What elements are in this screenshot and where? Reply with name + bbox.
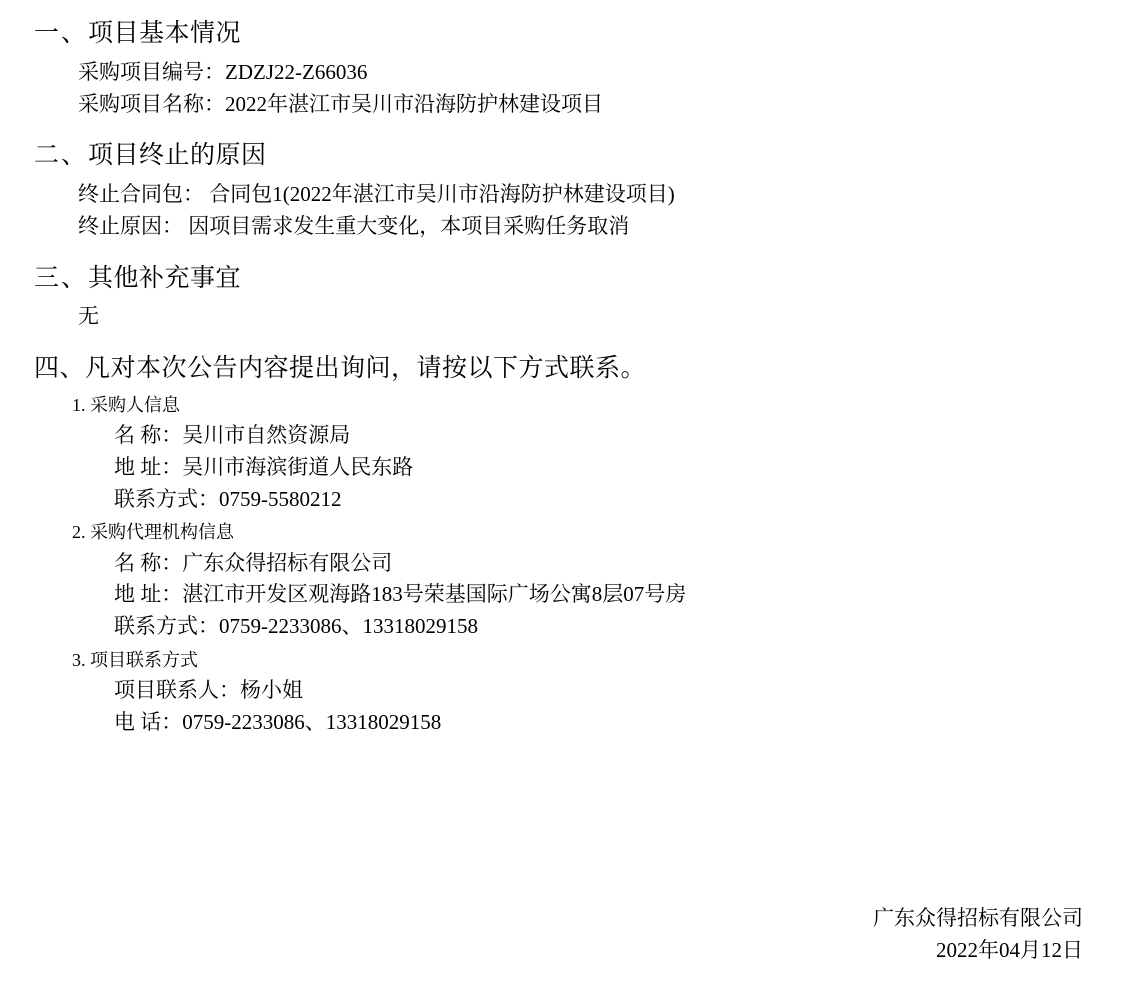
purchaser-name-row: 名 称：吴川市自然资源局 — [114, 423, 351, 448]
section-2-number: 二、 — [34, 142, 89, 170]
group-2-index: 2. — [72, 522, 86, 543]
section-other-matters — [0, 265, 1121, 330]
spacer — [0, 671, 1121, 678]
spacer — [0, 607, 1121, 614]
spacer — [0, 239, 1121, 265]
project-phone-row: 电 话：0759-2233086、13318029158 — [114, 709, 442, 734]
project-name-line: 采购项目名称：2022年湛江市吴川市沿海防护林建设项目 — [78, 91, 603, 116]
terminated-package-line: 终止合同包： 合同包1(2022年湛江市吴川市沿海防护林建设项目) — [78, 182, 675, 207]
spacer — [0, 416, 1121, 423]
contact-group-agency — [0, 522, 1121, 639]
spacer — [0, 511, 1121, 522]
group-3-index: 3. — [72, 649, 86, 670]
spacer — [0, 293, 1121, 304]
spacer — [0, 116, 1121, 142]
footer-date: 2022年04月12日 — [936, 938, 1083, 963]
spacer — [0, 703, 1121, 710]
section-contact — [0, 355, 1121, 735]
spacer — [0, 575, 1121, 582]
spacer — [0, 480, 1121, 487]
agency-contact-row: 联系方式：0759-2233086、13318029158 — [114, 614, 478, 639]
contact-group-project — [0, 650, 1121, 735]
section-3-number: 三、 — [34, 264, 89, 292]
spacer — [0, 85, 1121, 92]
section-4-number: 四、 — [34, 355, 86, 383]
footer-organization: 广东众得招标有限公司 — [873, 905, 1083, 930]
agency-name-row: 名 称：广东众得招标有限公司 — [114, 550, 393, 575]
project-contact-person-row: 项目联系人：杨小姐 — [114, 678, 303, 703]
group-3-title: 项目联系方式 — [90, 649, 198, 670]
group-2-title: 采购代理机构信息 — [90, 522, 234, 543]
termination-cause-line: 终止原因： 因项目需求发生重大变化，本项目采购任务取消 — [78, 213, 630, 238]
section-1-number: 一、 — [34, 20, 89, 47]
spacer — [0, 207, 1121, 214]
section-4-title: 凡对本次公告内容提出询问，请按以下方式联系。 — [85, 355, 647, 383]
spacer — [0, 639, 1121, 650]
agency-address-row: 地 址：湛江市开发区观海路183号荣基国际广场公寓8层07号房 — [114, 582, 687, 607]
project-number-line: 采购项目编号：ZDZJ22-Z66036 — [78, 59, 368, 84]
section-termination-reason — [0, 142, 1121, 238]
group-1-index: 1. — [72, 394, 86, 415]
group-1-heading — [72, 395, 1121, 416]
section-1-heading — [34, 20, 1121, 49]
purchaser-contact-row: 联系方式：0759-5580212 — [114, 486, 342, 511]
purchaser-address-row: 地 址：吴川市海滨街道人民东路 — [114, 454, 414, 479]
spacer — [0, 49, 1121, 60]
spacer — [0, 448, 1121, 455]
spacer — [0, 544, 1121, 551]
spacer — [0, 384, 1121, 395]
spacer — [0, 329, 1121, 355]
group-2-heading — [72, 522, 1121, 543]
section-4-heading — [34, 355, 1121, 384]
spacer — [0, 171, 1121, 182]
section-2-heading — [34, 142, 1121, 171]
group-3-heading — [72, 650, 1121, 671]
group-1-title: 采购人信息 — [90, 394, 180, 415]
other-matters-value: 无 — [78, 304, 99, 329]
document-footer — [873, 902, 1083, 967]
section-2-title: 项目终止的原因 — [88, 142, 267, 170]
section-3-heading — [34, 265, 1121, 294]
section-1-title: 项目基本情况 — [88, 20, 242, 47]
section-3-title: 其他补充事宜 — [88, 264, 242, 292]
contact-group-purchaser — [0, 395, 1121, 512]
top-spacer — [0, 0, 1121, 20]
section-project-basics — [0, 20, 1121, 116]
